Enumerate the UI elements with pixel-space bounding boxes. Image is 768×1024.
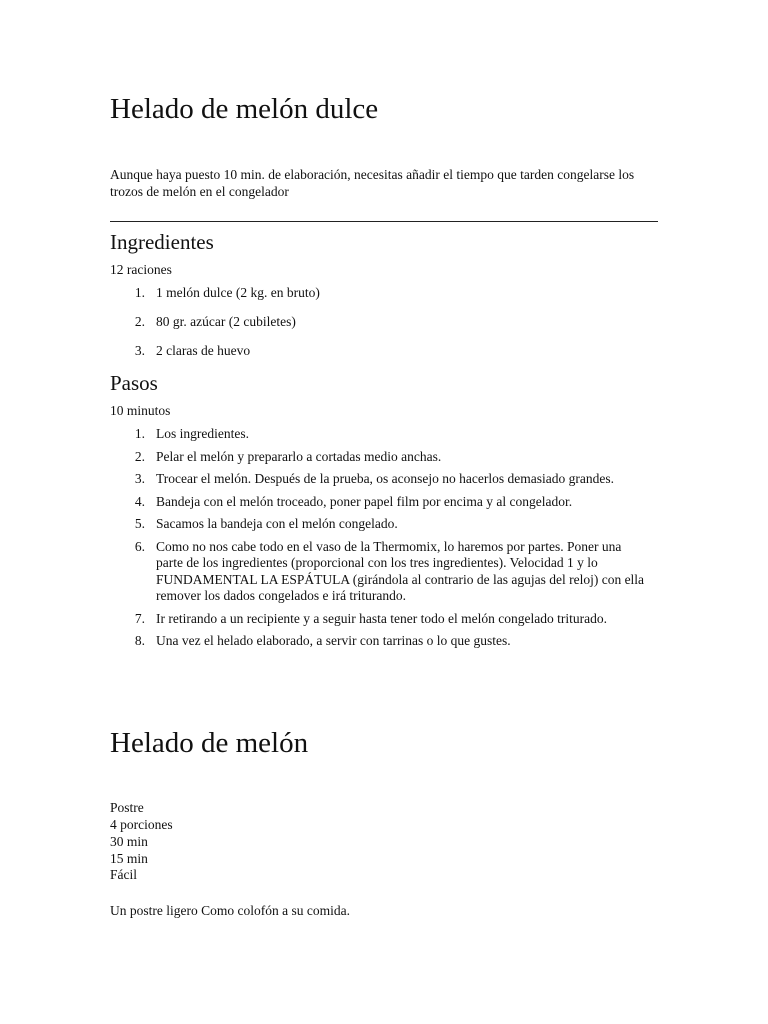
step-text: Como no nos cabe todo en el vaso de la Thermomix, lo haremos por partes. Poner una parte de los ingredientes (proporcional con los tres ingredientes). Velocidad 1 y lo FUNDAMENTAL LA ESPÁTULA (girándola al contrario de las agujas del reloj) con ella remover los dados congelados e irá triturando.	[156, 538, 645, 603]
list-number: 6.	[134, 538, 145, 554]
prep-time: 10 minutos	[110, 403, 171, 418]
recipe-title-2: Helado de melón	[110, 727, 309, 759]
list-item	[110, 314, 650, 331]
step-text: Pelar el melón y prepararlo a cortadas medio anchas.	[156, 448, 442, 464]
step-text: Ir retirando a un recipiente y a seguir hasta tener todo el melón congelado triturado.	[156, 610, 607, 626]
list-number: 5.	[134, 516, 145, 531]
recipe-title: Helado de melón dulce	[110, 93, 379, 125]
list-item	[110, 426, 650, 443]
ingredient-text: 2 claras de huevo	[156, 343, 251, 358]
ingredient-text: 1 melón dulce (2 kg. en bruto)	[156, 285, 320, 300]
time-total: 30 min	[110, 834, 148, 849]
list-number: 1.	[134, 426, 145, 441]
servings: 12 raciones	[110, 262, 172, 277]
list-item	[110, 449, 650, 466]
step-text: Trocear el melón. Después de la prueba, os aconsejo no hacerlos demasiado grandes.	[156, 471, 614, 486]
step-text: Una vez el helado elaborado, a servir con tarrinas o lo que gustes.	[156, 633, 511, 648]
list-item	[110, 633, 650, 650]
list-number: 2.	[134, 314, 145, 329]
steps-heading: Pasos	[110, 371, 158, 395]
list-number: 3.	[134, 343, 145, 358]
step-text: Los ingredientes.	[156, 426, 249, 441]
list-item	[110, 343, 650, 360]
list-item	[110, 285, 650, 302]
ingredient-text: 80 gr. azúcar (2 cubiletes)	[156, 314, 296, 329]
list-number: 2.	[134, 448, 145, 464]
list-number: 1.	[134, 285, 145, 300]
recipe-description: Un postre ligero Como colofón a su comida.	[110, 903, 350, 918]
category: Postre	[110, 800, 144, 815]
difficulty: Fácil	[110, 867, 137, 882]
step-text: Sacamos la bandeja con el melón congelado.	[156, 516, 398, 531]
recipe-intro: Aunque haya puesto 10 min. de elaboración, necesitas añadir el tiempo que tarden congelarse los trozos de melón en el congelador	[110, 167, 635, 199]
list-number: 4.	[134, 493, 145, 509]
time-prep: 15 min	[110, 851, 148, 866]
divider	[110, 221, 658, 222]
ingredients-list	[110, 285, 650, 372]
list-number: 3.	[134, 471, 145, 486]
list-number: 8.	[134, 633, 145, 648]
list-item	[110, 516, 650, 533]
step-text: Bandeja con el melón troceado, poner papel film por encima y al congelador.	[156, 493, 573, 509]
portions: 4 porciones	[110, 817, 173, 832]
list-number: 7.	[134, 610, 145, 626]
ingredients-heading: Ingredientes	[110, 230, 214, 254]
list-item	[110, 611, 650, 628]
list-item	[110, 494, 650, 511]
list-item	[110, 471, 650, 488]
list-item	[110, 539, 650, 605]
steps-list	[110, 426, 650, 656]
